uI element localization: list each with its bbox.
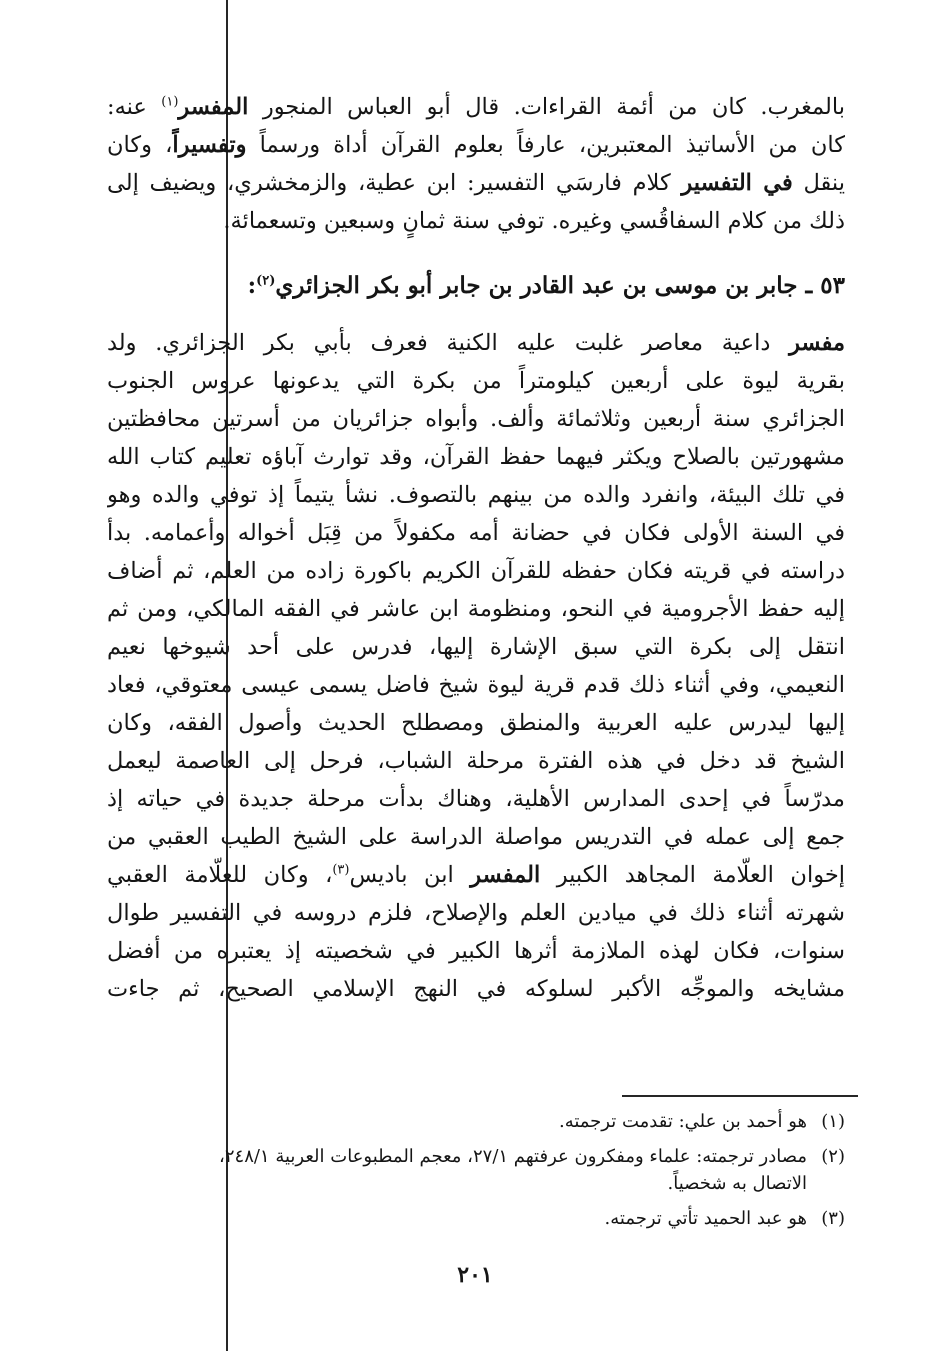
bold-term: وتفسيراً [172, 132, 247, 158]
footnote-text: هو عبد الحميد تأتي ترجمته. [604, 1208, 807, 1229]
page-number: ٢٠١ [457, 1262, 493, 1288]
text-line: الجزائري سنة أربعين وثلاثمائة وألف. وأبواه جزائريان من أسرتين محافظتين [107, 406, 845, 432]
footnote-item [107, 1108, 845, 1135]
text-line: مشهورتين بالصلاح ويكثر فيهما حفظ القرآن، وقد توارث آباؤه تعليم كتاب الله [107, 444, 845, 470]
footnote-number: (١) [821, 1111, 845, 1132]
entry-heading: ٥٣ ـ جابر بن موسى بن عبد القادر بن جابر أبو بكر الجزائري$^{(٢)}$: [247, 272, 845, 299]
text-line: الشيخ قد دخل في هذه الفترة مرحلة الشباب، فرحل إلى العاصمة ليعمل [107, 748, 845, 774]
text-line: ذلك من كلام السفاقُسي وغيره. توفي سنة ثمانٍ وسبعين وتسعمائة. [223, 208, 845, 234]
text-line: إخوان العلّامة المجاهد الكبير المفسر ابن باديس$^{(٣)}$، وكان للعلّامة العقبي [107, 862, 845, 888]
text-line: في تلك البيئة، وانفرد والده من بينهم بالتصوف. نشأ يتيماً إذ توفي والده وهو [107, 482, 845, 508]
entry-title: ٥٣ ـ جابر بن موسى بن عبد القادر بن جابر أبو بكر الجزائري [275, 272, 845, 299]
top-paragraph [107, 88, 845, 240]
main-paragraph [107, 324, 845, 1008]
footnote-continuation [107, 1170, 845, 1197]
footnote-ref[interactable]: (٣) [332, 862, 350, 878]
bold-term: المفسر [178, 94, 249, 120]
text-line: بالمغرب. كان من أئمة القراءات. قال أبو العباس المنجور المفسر$^{(١)}$ عنه: [107, 94, 845, 120]
text-line: إليها ليدرس عليه العربية والمنطق ومصطلح الحديث وأصول الفقه، وكان [107, 710, 845, 736]
footnote-separator [622, 1095, 858, 1097]
footnote-number: (٢) [821, 1146, 845, 1167]
footnote-text: هو أحمد بن علي: تقدمت ترجمته. [558, 1111, 807, 1132]
bold-term: المفسر [470, 862, 541, 888]
text-line: مشايخه والموجِّه الأكبر لسلوكه في النهج الإسلامي الصحيح، ثم جاءت [107, 976, 845, 1002]
footnote-number: (٣) [821, 1208, 845, 1229]
bold-term: في التفسير [681, 170, 793, 196]
footnote-ref[interactable]: (٢) [256, 273, 276, 289]
text-line: مفسر داعية معاصر غلبت عليه الكنية فعرف بأبي بكر الجزائري. ولد [107, 330, 845, 356]
text-line: في السنة الأولى فكان في حضانة أمه مكفولاً من قِبَل أخواله وأعمامه. بدأ [107, 520, 845, 546]
text-line: إليه حفظ الأجرومية في النحو، ومنظومة ابن عاشر في الفقه المالكي، ومن ثم [107, 596, 845, 622]
bold-term: مفسر [789, 330, 845, 356]
text-line: سنوات، فكان لهذه الملازمة أثرها الكبير في شخصيته إذ يعتبره من أفضل [107, 938, 845, 964]
text-line: شهرته أثناء ذلك في ميادين العلم والإصلاح، فلزم دروسه في التفسير طوال [107, 900, 845, 926]
text-line: بقرية ليوة على أربعين كيلومتراً من بكرة التي يدعونها عروس الجنوب [107, 368, 845, 394]
text-line: مدرّساً في إحدى المدارس الأهلية، وهناك بدأت مرحلة جديدة في حياته إذ [107, 786, 845, 812]
footnotes [107, 1108, 845, 1232]
footnote-item [107, 1205, 845, 1232]
text-line: كان من الأساتيذ المعتبرين، عارفاً بعلوم القرآن أداة ورسماً وتفسيراً، وكان [107, 132, 845, 158]
footnote-item [107, 1143, 845, 1170]
text-line: جمع إلى عمله في التدريس مواصلة الدراسة على الشيخ الطيب العقبي من [107, 824, 845, 850]
text-line: انتقل إلى بكرة التي سبق الإشارة إليها، فدرس على أحد شيوخها نعيم [107, 634, 845, 660]
footnote-text: مصادر ترجمته: علماء ومفكرون عرفتهم ٢٧/١، معجم المطبوعات العربية ٢٤٨/١، [219, 1146, 807, 1167]
footnote-ref[interactable]: (١) [161, 94, 179, 110]
text-line: النعيمي، وفي أثناء ذلك قدم قرية ليوة شيخ فاضل يسمى عيسى معتوقي، فعاد [107, 672, 845, 698]
text-line: ينقل في التفسير كلام فارسَي التفسير: ابن عطية، والزمخشري، ويضيف إلى [107, 170, 845, 196]
text-line: دراسته في قريته فكان حفظه للقرآن الكريم باكورة زاده من العلم، ثم أضاف [107, 558, 845, 584]
footnote-text: الاتصال به شخصياً. [667, 1173, 807, 1194]
